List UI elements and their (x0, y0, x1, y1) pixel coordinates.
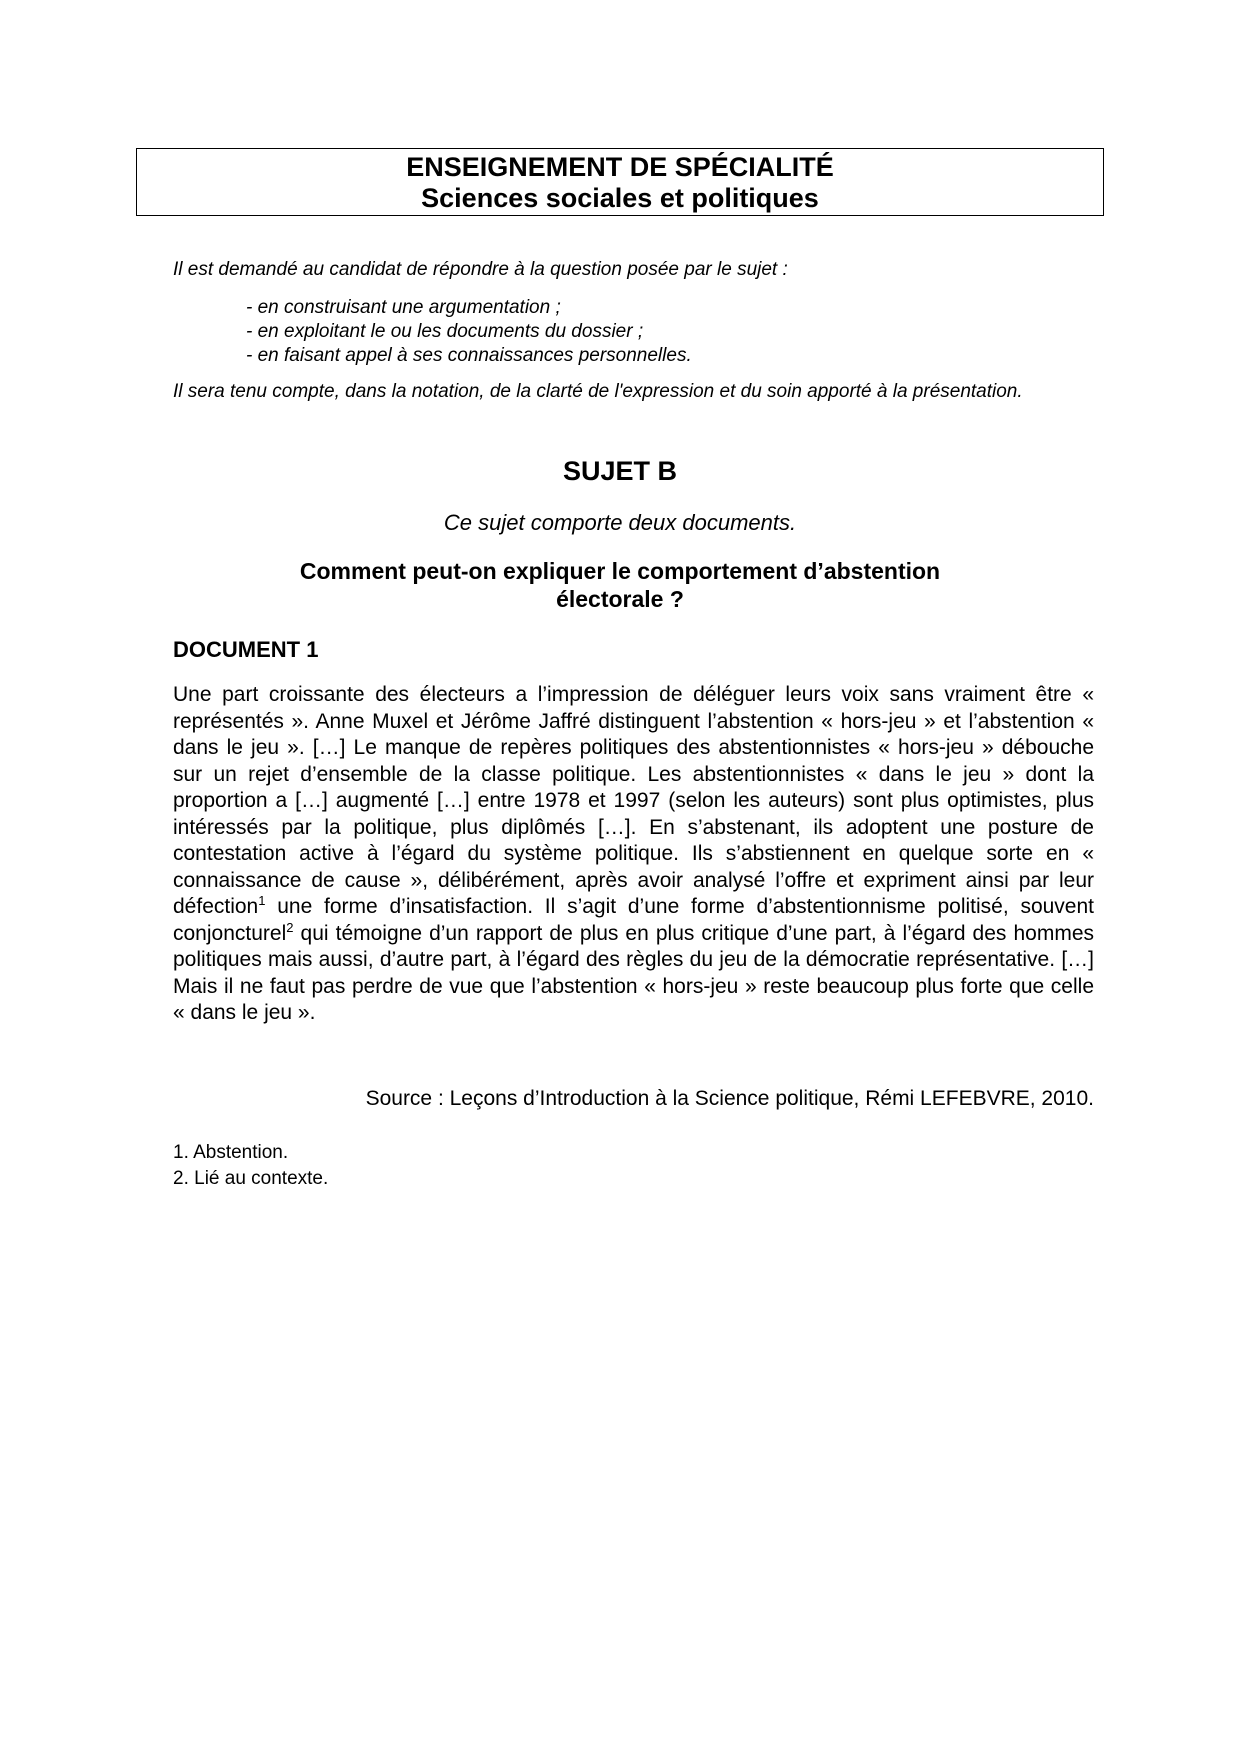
sujet-title: SUJET B (562, 456, 678, 486)
instruction-item: - en faisant appel à ses connaissances personnelles. (246, 345, 692, 366)
instructions (173, 258, 1093, 404)
document-heading: DOCUMENT 1 (173, 637, 319, 662)
document-text (173, 682, 1094, 1027)
footnote: 1. Abstention. (173, 1142, 289, 1163)
documents-note: Ce sujet comporte deux documents. (443, 510, 797, 535)
instructions-note: Il sera tenu compte, dans la notation, de la clarté de l'expression et du soin apporté à la présentation. (173, 381, 1023, 402)
document-text-part1: Une part croissante des électeurs a l’impression de déléguer leurs voix sans vraiment être « représentés ». Anne Muxel et Jérôme Jaffré distinguent l’abstention « hors-jeu » et l’abstention « dans le jeu ». […] Le manque de repères politiques des abstentionnistes « hors-jeu » débouche sur un rejet d’ensemble de la classe politique. Les abstentionnistes « dans le jeu » dont la proportion a […] augmenté […] entre 1978 et 1997 (selon les auteurs) sont plus optimistes, plus intéressés par la politique, plus diplômés […]. En s’abstenant, ils adoptent une posture de contestation active à l’égard du système politique. Ils s’abstiennent en quelque sorte en « connaissance de cause », délibérément, après avoir analysé l’offre et expriment ainsi par leur défection (173, 683, 1094, 918)
document-text-part3: qui témoigne d’un rapport de plus en plus critique d’une part, à l’égard des hommes politiques mais aussi, d’autre part, à l’égard des règles du jeu de la démocratie représentative. […] Mais il ne faut pas perdre de vue que l’abstention « hors-jeu » reste beaucoup plus forte que celle « dans le jeu ». (173, 921, 1094, 1024)
instructions-list (173, 296, 1093, 368)
header-box (136, 148, 1104, 216)
footnote-ref-2: 2 (286, 919, 294, 935)
header-subtitle: Sciences sociales et politiques (421, 183, 819, 213)
instruction-item: - en exploitant le ou les documents du dossier ; (246, 321, 644, 342)
footnote: 2. Lié au contexte. (173, 1168, 329, 1189)
instruction-item: - en construisant une argumentation ; (246, 297, 561, 318)
document-text-part2: une forme d’insatisfaction. Il s’agit d’une forme d’abstentionnisme politisé, souvent conjoncturel (173, 895, 1094, 945)
footnotes (173, 1140, 328, 1192)
instructions-intro: Il est demandé au candidat de répondre à la question posée par le sujet : (173, 259, 788, 280)
document-source: Source : Leçons d’Introduction à la Science politique, Rémi LEFEBVRE, 2010. (365, 1087, 1094, 1110)
header-title: ENSEIGNEMENT DE SPÉCIALITÉ (406, 152, 834, 182)
question: Comment peut-on expliquer le comportement d’abstention électorale ? (299, 558, 941, 612)
footnote-ref-1: 1 (258, 893, 266, 908)
